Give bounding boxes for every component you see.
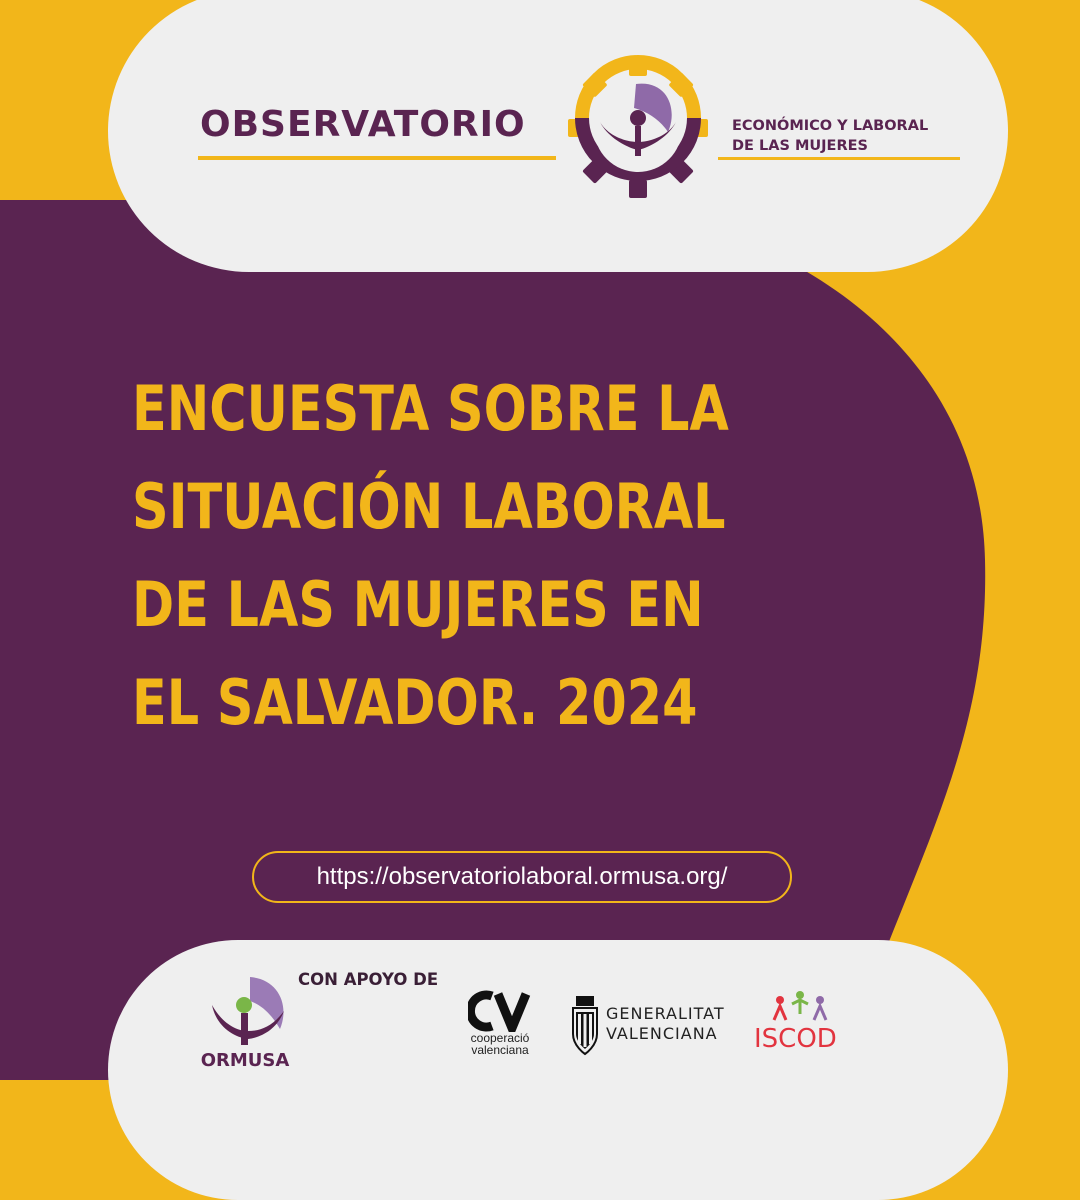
iscod-figures-icon	[770, 990, 830, 1024]
ormusa-logo-icon	[206, 975, 292, 1047]
gear-woman-icon	[564, 54, 712, 202]
headline-line: EL SALVADOR. 2024	[132, 666, 698, 739]
generalitat-shield-icon	[570, 994, 600, 1056]
headline-line: SITUACIÓN LABORAL	[132, 470, 726, 543]
title-underline	[198, 156, 556, 160]
cooperacio-valenciana-label: cooperació valenciana	[470, 1031, 530, 1057]
support-label: CON APOYO DE	[298, 970, 439, 989]
observatorio-title: OBSERVATORIO	[200, 104, 526, 145]
ormusa-label: ORMUSA	[200, 1050, 290, 1071]
observatorio-subtitle: ECONÓMICO Y LABORAL DE LAS MUJERES	[732, 118, 929, 154]
website-url-text: https://observatoriolaboral.ormusa.org/	[316, 863, 728, 890]
headline-line: ENCUESTA SOBRE LA	[132, 372, 729, 445]
subtitle-underline	[718, 157, 960, 160]
survey-headline	[132, 360, 729, 752]
headline-line: DE LAS MUJERES EN	[132, 568, 704, 641]
iscod-label: ISCOD	[754, 1024, 837, 1054]
cooperacio-valenciana-logo-icon	[468, 990, 532, 1032]
website-url-link[interactable]	[252, 851, 792, 903]
generalitat-valenciana-label: GENERALITAT VALENCIANA	[606, 1004, 725, 1043]
